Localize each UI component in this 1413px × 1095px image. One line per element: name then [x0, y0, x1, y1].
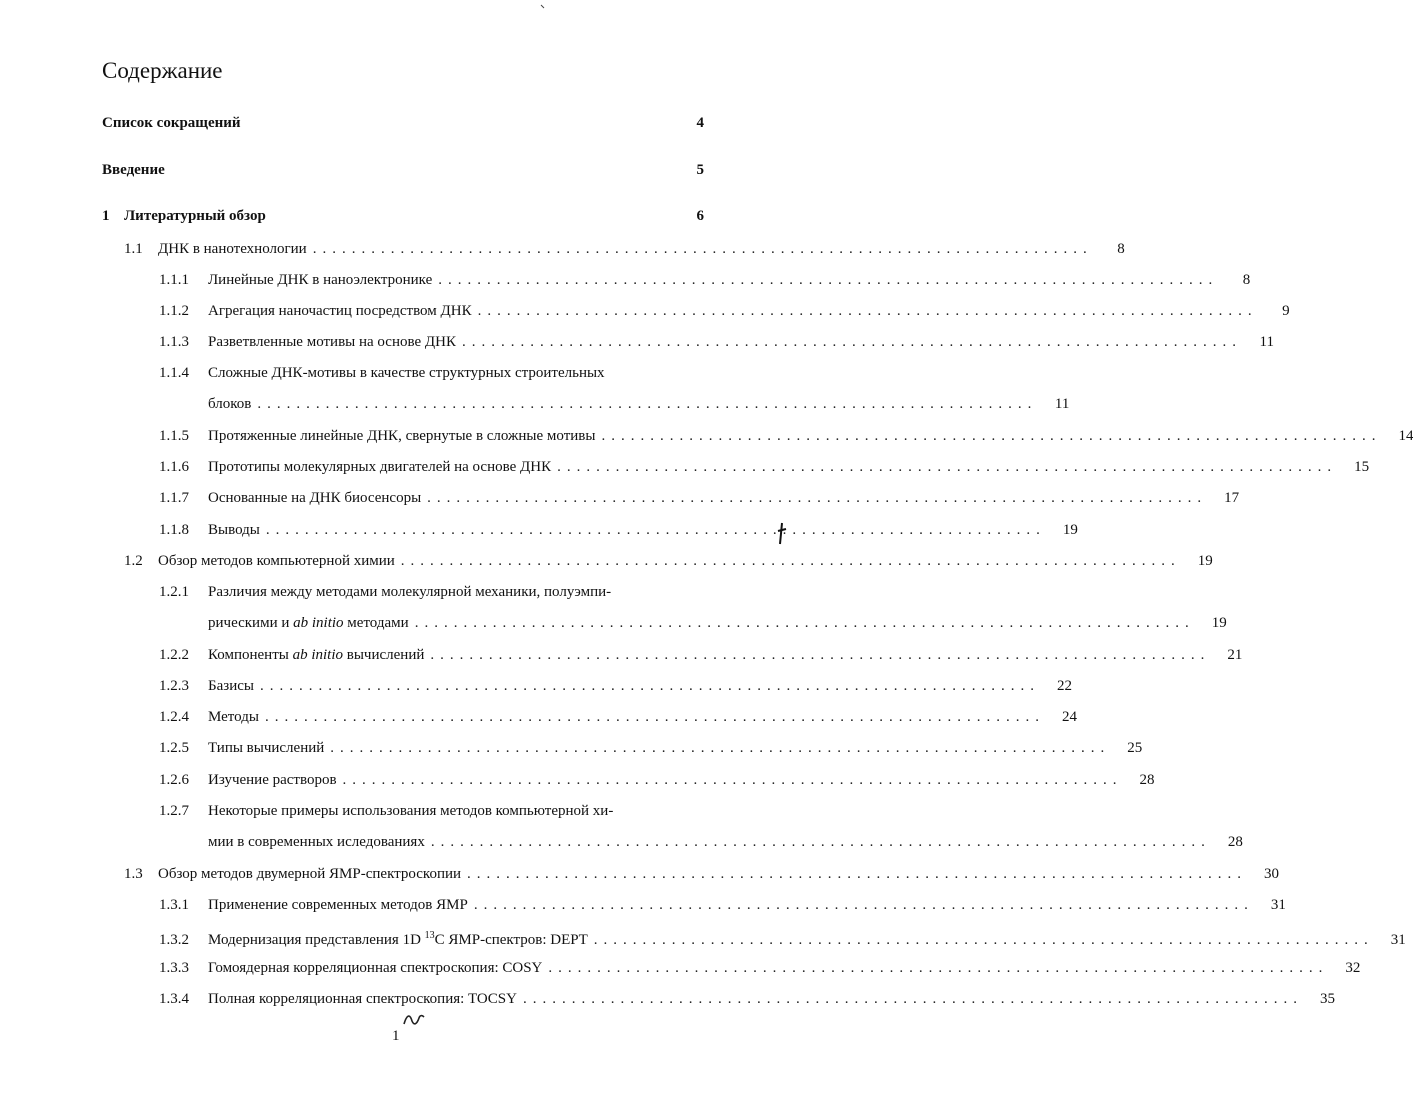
toc-entry-number: 1.1.5	[159, 428, 189, 444]
toc-text-part: рическими и	[208, 615, 294, 631]
toc-entry-text: Обзор методов компьютерной химии	[158, 553, 395, 569]
toc-leader-dots: ................................................................................	[557, 459, 1338, 475]
toc-text-part: C ЯМР-спектров: DEPT	[434, 932, 588, 948]
toc-subsection-1-3-4[interactable]	[159, 989, 1335, 1009]
toc-entry-page: 6	[696, 208, 704, 224]
toc-entry-page: 19	[1211, 615, 1227, 631]
toc-text-part: вычислений	[343, 647, 425, 663]
toc-entry-page: 30	[1264, 866, 1280, 882]
toc-entry-page: 5	[696, 162, 704, 178]
toc-entry-number: 1.1.7	[159, 490, 189, 506]
toc-subsection-1-1-8[interactable]	[159, 520, 1078, 540]
toc-entry-introduction[interactable]	[102, 160, 704, 180]
toc-entry-number: 1.1.4	[159, 365, 189, 381]
toc-entry-text	[208, 613, 409, 633]
toc-entry-page: 19	[1062, 522, 1078, 538]
toc-subsection-1-2-6[interactable]	[159, 770, 1155, 790]
toc-entry-text: Введение	[102, 162, 165, 178]
toc-entry-number: 1	[102, 208, 110, 224]
toc-subsection-1-3-2[interactable]	[159, 926, 1406, 950]
toc-subsection-1-2-4[interactable]	[159, 707, 1077, 727]
toc-entry-number: 1.3	[124, 866, 143, 882]
toc-leader-dots: ................................................................................	[414, 615, 1195, 631]
toc-entry-text: Полная корреляционная спектроскопия: TOCSY	[208, 991, 517, 1007]
toc-entry-text: Обзор методов двумерной ЯМР-спектроскопии	[158, 866, 462, 882]
toc-entry-page: 24	[1061, 709, 1077, 725]
toc-entry-number: 1.3.1	[159, 897, 189, 913]
toc-leader-dots: ................................................................................	[477, 303, 1258, 319]
toc-section-1-2[interactable]	[124, 551, 1213, 571]
toc-entry-page: 28	[1227, 834, 1243, 850]
toc-entry-number: 1.1.3	[159, 334, 189, 350]
toc-entry-number: 1.2.6	[159, 772, 189, 788]
toc-entry-text: Гомоядерная корреляционная спектроскопия: COSY	[208, 960, 543, 976]
toc-entry-text: мии в современных иследованиях	[208, 834, 425, 850]
toc-entry-page: 11	[1259, 334, 1274, 350]
toc-entry-number: 1.2.2	[159, 647, 189, 663]
toc-subsection-1-1-7[interactable]	[159, 488, 1240, 508]
toc-leader-dots: ................................................................................	[264, 709, 1045, 725]
toc-entry-text: Агрегация наночастиц посредством ДНК	[208, 303, 472, 319]
toc-entry-number: 1.2.7	[159, 803, 189, 819]
toc-subsection-1-2-1-line2[interactable]	[208, 613, 1227, 633]
page-number: 1	[392, 1028, 400, 1044]
toc-entry-text: Типы вычислений	[208, 740, 325, 756]
toc-leader-dots: ................................................................................	[257, 396, 1038, 412]
toc-subsection-1-2-5[interactable]	[159, 738, 1143, 758]
toc-leader-dots: ................................................................................	[259, 678, 1040, 694]
toc-leader-dots: ................................................................................	[430, 834, 1211, 850]
toc-subsection-1-2-2[interactable]	[159, 645, 1243, 665]
toc-entry-page: 22	[1056, 678, 1072, 694]
toc-entry-page: 11	[1054, 396, 1070, 412]
toc-entry-page: 31	[1270, 897, 1286, 913]
toc-entry-page: 35	[1319, 991, 1335, 1007]
toc-entry-page: 32	[1345, 960, 1361, 976]
toc-subsection-1-2-1-line1[interactable]	[159, 582, 611, 602]
toc-subsection-1-1-6[interactable]	[159, 457, 1370, 477]
toc-subsection-1-2-7-line1[interactable]	[159, 801, 613, 821]
toc-entry-page: 14	[1398, 428, 1413, 444]
toc-text-part: Модернизация представления 1D	[208, 932, 425, 948]
toc-leader-dots: ................................................................................	[312, 241, 1093, 257]
toc-subsection-1-1-4-line1[interactable]	[159, 363, 605, 383]
toc-leader-dots: ................................................................................	[400, 553, 1181, 569]
toc-leader-dots: ................................................................................	[601, 428, 1382, 444]
toc-text-superscript: 13	[424, 930, 435, 941]
toc-entry-text: Некоторые примеры использования методов компьютерной хи-	[208, 803, 614, 819]
toc-leader-dots: ................................................................................	[593, 932, 1374, 948]
toc-entry-text: ДНК в нанотехнологии	[158, 241, 307, 257]
toc-leader-dots: ................................................................................	[522, 991, 1303, 1007]
toc-entry-number: 1.2.3	[159, 678, 189, 694]
toc-leader-dots: ................................................................................	[467, 866, 1248, 882]
toc-entry-number: 1.1.2	[159, 303, 189, 319]
page-title: Содержание	[102, 58, 223, 83]
toc-entry-number: 1.2.4	[159, 709, 189, 725]
toc-entry-number: 1.3.3	[159, 960, 189, 976]
scan-speck-icon	[540, 4, 546, 10]
toc-entry-number: 1.1.8	[159, 522, 189, 538]
toc-leader-dots: ................................................................................	[265, 522, 1046, 538]
toc-subsection-1-1-4-line2[interactable]	[208, 394, 1070, 414]
handwritten-squiggle-icon	[402, 1012, 426, 1028]
toc-text-part: Компоненты	[208, 647, 293, 663]
toc-entry-number: 1.2.1	[159, 584, 189, 600]
toc-entry-page: 8	[1242, 272, 1251, 288]
toc-entry-page: 25	[1127, 740, 1143, 756]
toc-entry-text: Изучение растворов	[208, 772, 337, 788]
toc-subsection-1-2-7-line2[interactable]	[208, 832, 1243, 852]
toc-entry-text: Применение современных методов ЯМР	[208, 897, 468, 913]
toc-entry-number: 1.1	[124, 241, 143, 257]
toc-leader-dots: ................................................................................	[427, 490, 1208, 506]
toc-entry-page: 21	[1227, 647, 1243, 663]
toc-entry-number: 1.2	[124, 553, 143, 569]
toc-chapter-1[interactable]	[102, 206, 704, 226]
toc-entry-abbreviations[interactable]	[102, 113, 704, 133]
toc-subsection-1-1-2[interactable]	[159, 301, 1290, 321]
toc-entry-page: 17	[1224, 490, 1240, 506]
toc-subsection-1-1-1[interactable]	[159, 270, 1251, 290]
toc-entry-text: Базисы	[208, 678, 254, 694]
toc-entry-page: 8	[1117, 241, 1125, 257]
toc-leader-dots: ................................................................................	[473, 897, 1254, 913]
toc-section-1-1[interactable]	[124, 239, 1125, 259]
toc-subsection-1-2-3[interactable]	[159, 676, 1072, 696]
toc-entry-text: Литературный обзор	[124, 208, 266, 224]
toc-text-italic: ab initio	[292, 647, 344, 663]
toc-entry-text	[208, 926, 588, 950]
toc-entry-text: Методы	[208, 709, 259, 725]
toc-entry-page: 28	[1139, 772, 1155, 788]
toc-entry-text: Различия между методами молекулярной механики, полуэмпи-	[208, 584, 612, 600]
toc-entry-text: Протяженные линейные ДНК, свернутые в сложные мотивы	[208, 428, 596, 444]
toc-entry-number: 1.1.1	[159, 272, 189, 288]
toc-entry-text: блоков	[208, 396, 252, 412]
margin-pen-mark-icon	[776, 522, 788, 546]
toc-entry-text: Разветвленные мотивы на основе ДНК	[208, 334, 456, 350]
toc-leader-dots: ................................................................................	[548, 960, 1329, 976]
toc-entry-page: 9	[1282, 303, 1290, 319]
toc-entry-page: 19	[1197, 553, 1213, 569]
toc-entry-number: 1.3.4	[159, 991, 189, 1007]
toc-entry-number: 1.3.2	[159, 932, 189, 948]
toc-entry-text: Выводы	[208, 522, 260, 538]
toc-subsection-1-1-3[interactable]	[159, 332, 1274, 352]
toc-entry-number: 1.1.6	[159, 459, 189, 475]
toc-entry-text: Линейные ДНК в наноэлектронике	[208, 272, 433, 288]
toc-entry-page: 4	[696, 115, 704, 131]
toc-entry-text: Сложные ДНК-мотивы в качестве структурных строительных	[208, 365, 605, 381]
toc-leader-dots: ................................................................................	[461, 334, 1242, 350]
toc-entry-text	[208, 645, 424, 665]
toc-entry-page: 31	[1390, 932, 1406, 948]
toc-subsection-1-1-5[interactable]	[159, 426, 1413, 446]
toc-subsection-1-3-3[interactable]	[159, 958, 1361, 978]
toc-entry-text: Прототипы молекулярных двигателей на основе ДНК	[208, 459, 552, 475]
toc-entry-number: 1.2.5	[159, 740, 189, 756]
toc-text-part: методами	[343, 615, 409, 631]
toc-text-italic: ab initio	[293, 615, 344, 631]
toc-leader-dots: ................................................................................	[342, 772, 1123, 788]
toc-subsection-1-3-1[interactable]	[159, 895, 1286, 915]
toc-entry-text: Основанные на ДНК биосенсоры	[208, 490, 422, 506]
toc-leader-dots: ................................................................................	[330, 740, 1111, 756]
toc-leader-dots: ................................................................................	[430, 647, 1211, 663]
toc-section-1-3[interactable]	[124, 864, 1280, 884]
toc-entry-text: Список сокращений	[102, 115, 241, 131]
toc-entry-page: 15	[1354, 459, 1370, 475]
toc-leader-dots: ................................................................................	[438, 272, 1219, 288]
